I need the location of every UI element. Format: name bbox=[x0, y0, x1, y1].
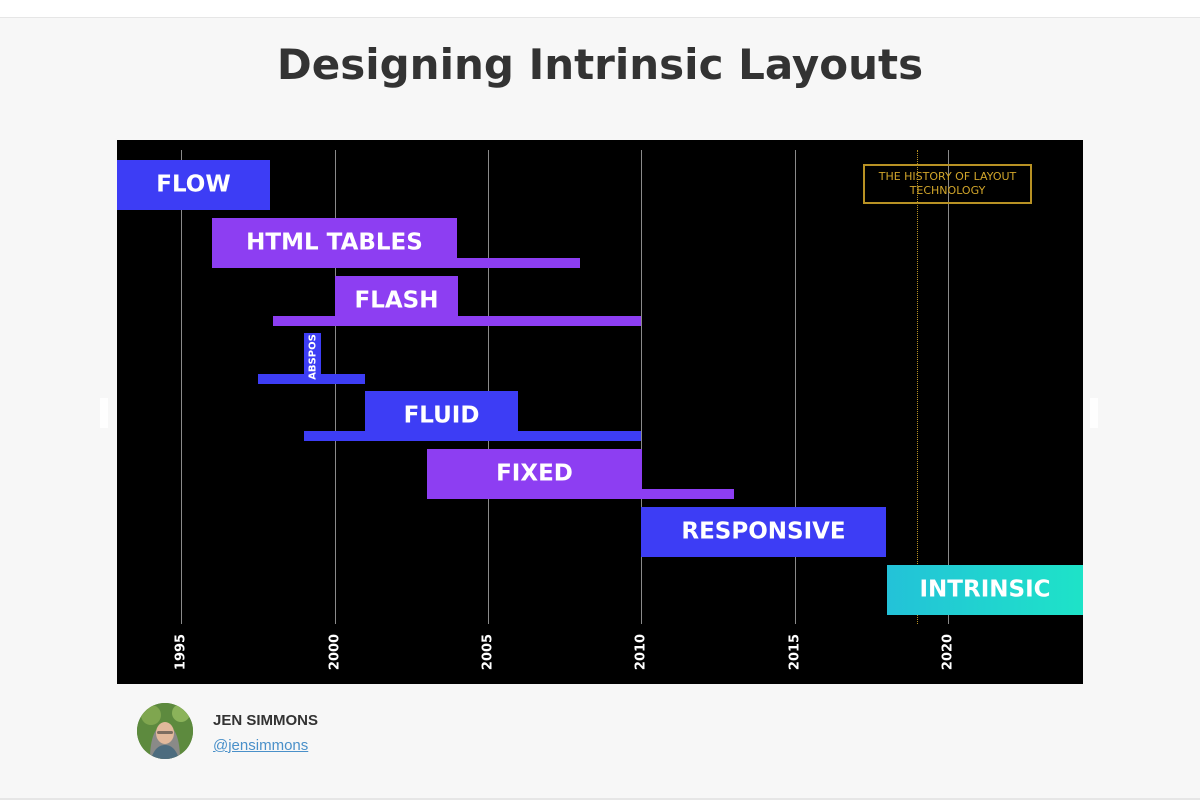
bar-label-abspos: ABSPOS bbox=[307, 333, 318, 380]
gridline-2005 bbox=[488, 150, 489, 624]
previous-arrow-icon[interactable] bbox=[100, 398, 108, 428]
bar-intrinsic bbox=[887, 565, 1083, 615]
author-name: JEN SIMMONS bbox=[213, 712, 319, 729]
bar-abspos bbox=[304, 333, 321, 380]
bar-label-intrinsic: INTRINSIC bbox=[919, 576, 1051, 603]
bar-fixed bbox=[427, 449, 642, 499]
bar-label-flash: FLASH bbox=[354, 287, 439, 314]
gridline-2020 bbox=[948, 150, 949, 624]
bar-label-fluid: FLUID bbox=[403, 402, 480, 429]
avatar-photo-icon bbox=[137, 703, 193, 759]
year-label-text: 1995 bbox=[173, 633, 189, 671]
bar-flash bbox=[335, 276, 458, 326]
timeline-slide bbox=[117, 140, 1083, 684]
bar-label-fixed: FIXED bbox=[496, 460, 573, 487]
badge-line-1: THE HISTORY OF LAYOUT bbox=[878, 170, 1017, 183]
year-label-text: 2010 bbox=[633, 633, 649, 671]
author-avatar[interactable] bbox=[137, 703, 193, 759]
year-label-text: 2000 bbox=[327, 633, 343, 671]
next-arrow-icon[interactable] bbox=[1090, 398, 1098, 428]
year-label-text: 2015 bbox=[787, 633, 803, 671]
bar-responsive bbox=[641, 507, 886, 557]
bar-label-flow: FLOW bbox=[156, 171, 231, 198]
bar-flow bbox=[117, 160, 270, 210]
current-year-marker bbox=[917, 150, 918, 624]
badge-line-2: TECHNOLOGY bbox=[909, 184, 986, 197]
year-label-text: 2005 bbox=[480, 633, 496, 671]
browser-top-bar bbox=[0, 0, 1200, 18]
gridline-1995 bbox=[181, 150, 182, 624]
bar-html-tables bbox=[212, 218, 457, 268]
year-label-text: 2020 bbox=[940, 633, 956, 671]
bar-fluid bbox=[365, 391, 518, 441]
page-title: Designing Intrinsic Layouts bbox=[276, 40, 924, 89]
bar-label-html-tables: HTML TABLES bbox=[246, 229, 423, 256]
slide-badge bbox=[863, 164, 1032, 204]
author-handle-link[interactable]: @jensimmons bbox=[213, 737, 309, 754]
bar-label-responsive: RESPONSIVE bbox=[681, 518, 846, 545]
